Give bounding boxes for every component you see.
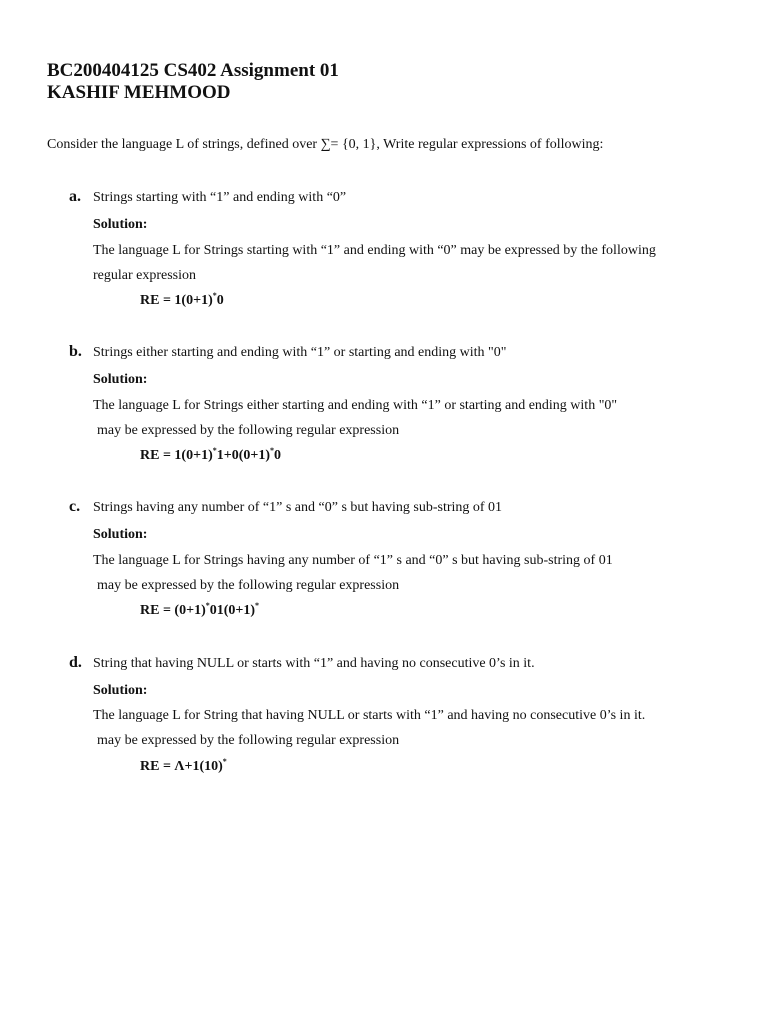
solution-label: Solution:: [93, 217, 148, 232]
solution-description-cont: regular expression: [93, 268, 197, 283]
solution-description-cont: may be expressed by the following regular expression: [97, 423, 400, 438]
question-text: Strings starting with “1” and ending with “0”: [93, 190, 347, 205]
question-marker: d.: [69, 654, 82, 671]
solution-description: The language L for Strings having any number of “1” s and “0” s but having sub-string of 01: [93, 553, 613, 568]
document-title: BC200404125 CS402 Assignment 01: [47, 60, 339, 81]
solution-description: The language L for String that having NULL or starts with “1” and having no consecutive 0’s in it.: [93, 708, 646, 723]
author-name: KASHIF MEHMOOD: [47, 82, 231, 103]
solution-label: Solution:: [93, 527, 148, 542]
solution-description-cont: may be expressed by the following regular expression: [97, 733, 400, 748]
solution-description: The language L for Strings starting with “1” and ending with “0” may be expressed by the following: [93, 243, 656, 258]
question-marker: b.: [69, 343, 82, 360]
solution-description-cont: may be expressed by the following regular expression: [97, 578, 400, 593]
regular-expression: RE = Λ+1(10)*: [140, 757, 227, 774]
solution-label: Solution:: [93, 683, 148, 698]
question-text: String that having NULL or starts with “1” and having no consecutive 0’s in it.: [93, 656, 535, 671]
question-text: Strings having any number of “1” s and “0” s but having sub-string of 01: [93, 500, 503, 515]
question-marker: a.: [69, 188, 81, 205]
question-marker: c.: [69, 498, 81, 515]
regular-expression: RE = 1(0+1)*1+0(0+1)*0: [140, 446, 282, 463]
question-text: Strings either starting and ending with “1” or starting and ending with "0": [93, 345, 507, 360]
regular-expression: RE = (0+1)*01(0+1)*: [140, 601, 260, 618]
regular-expression: RE = 1(0+1)*0: [140, 291, 224, 308]
problem-statement: Consider the language L of strings, defined over ∑= {0, 1}, Write regular expressions of following:: [47, 137, 604, 152]
solution-description: The language L for Strings either starting and ending with “1” or starting and ending with "0": [93, 398, 618, 413]
solution-label: Solution:: [93, 372, 148, 387]
